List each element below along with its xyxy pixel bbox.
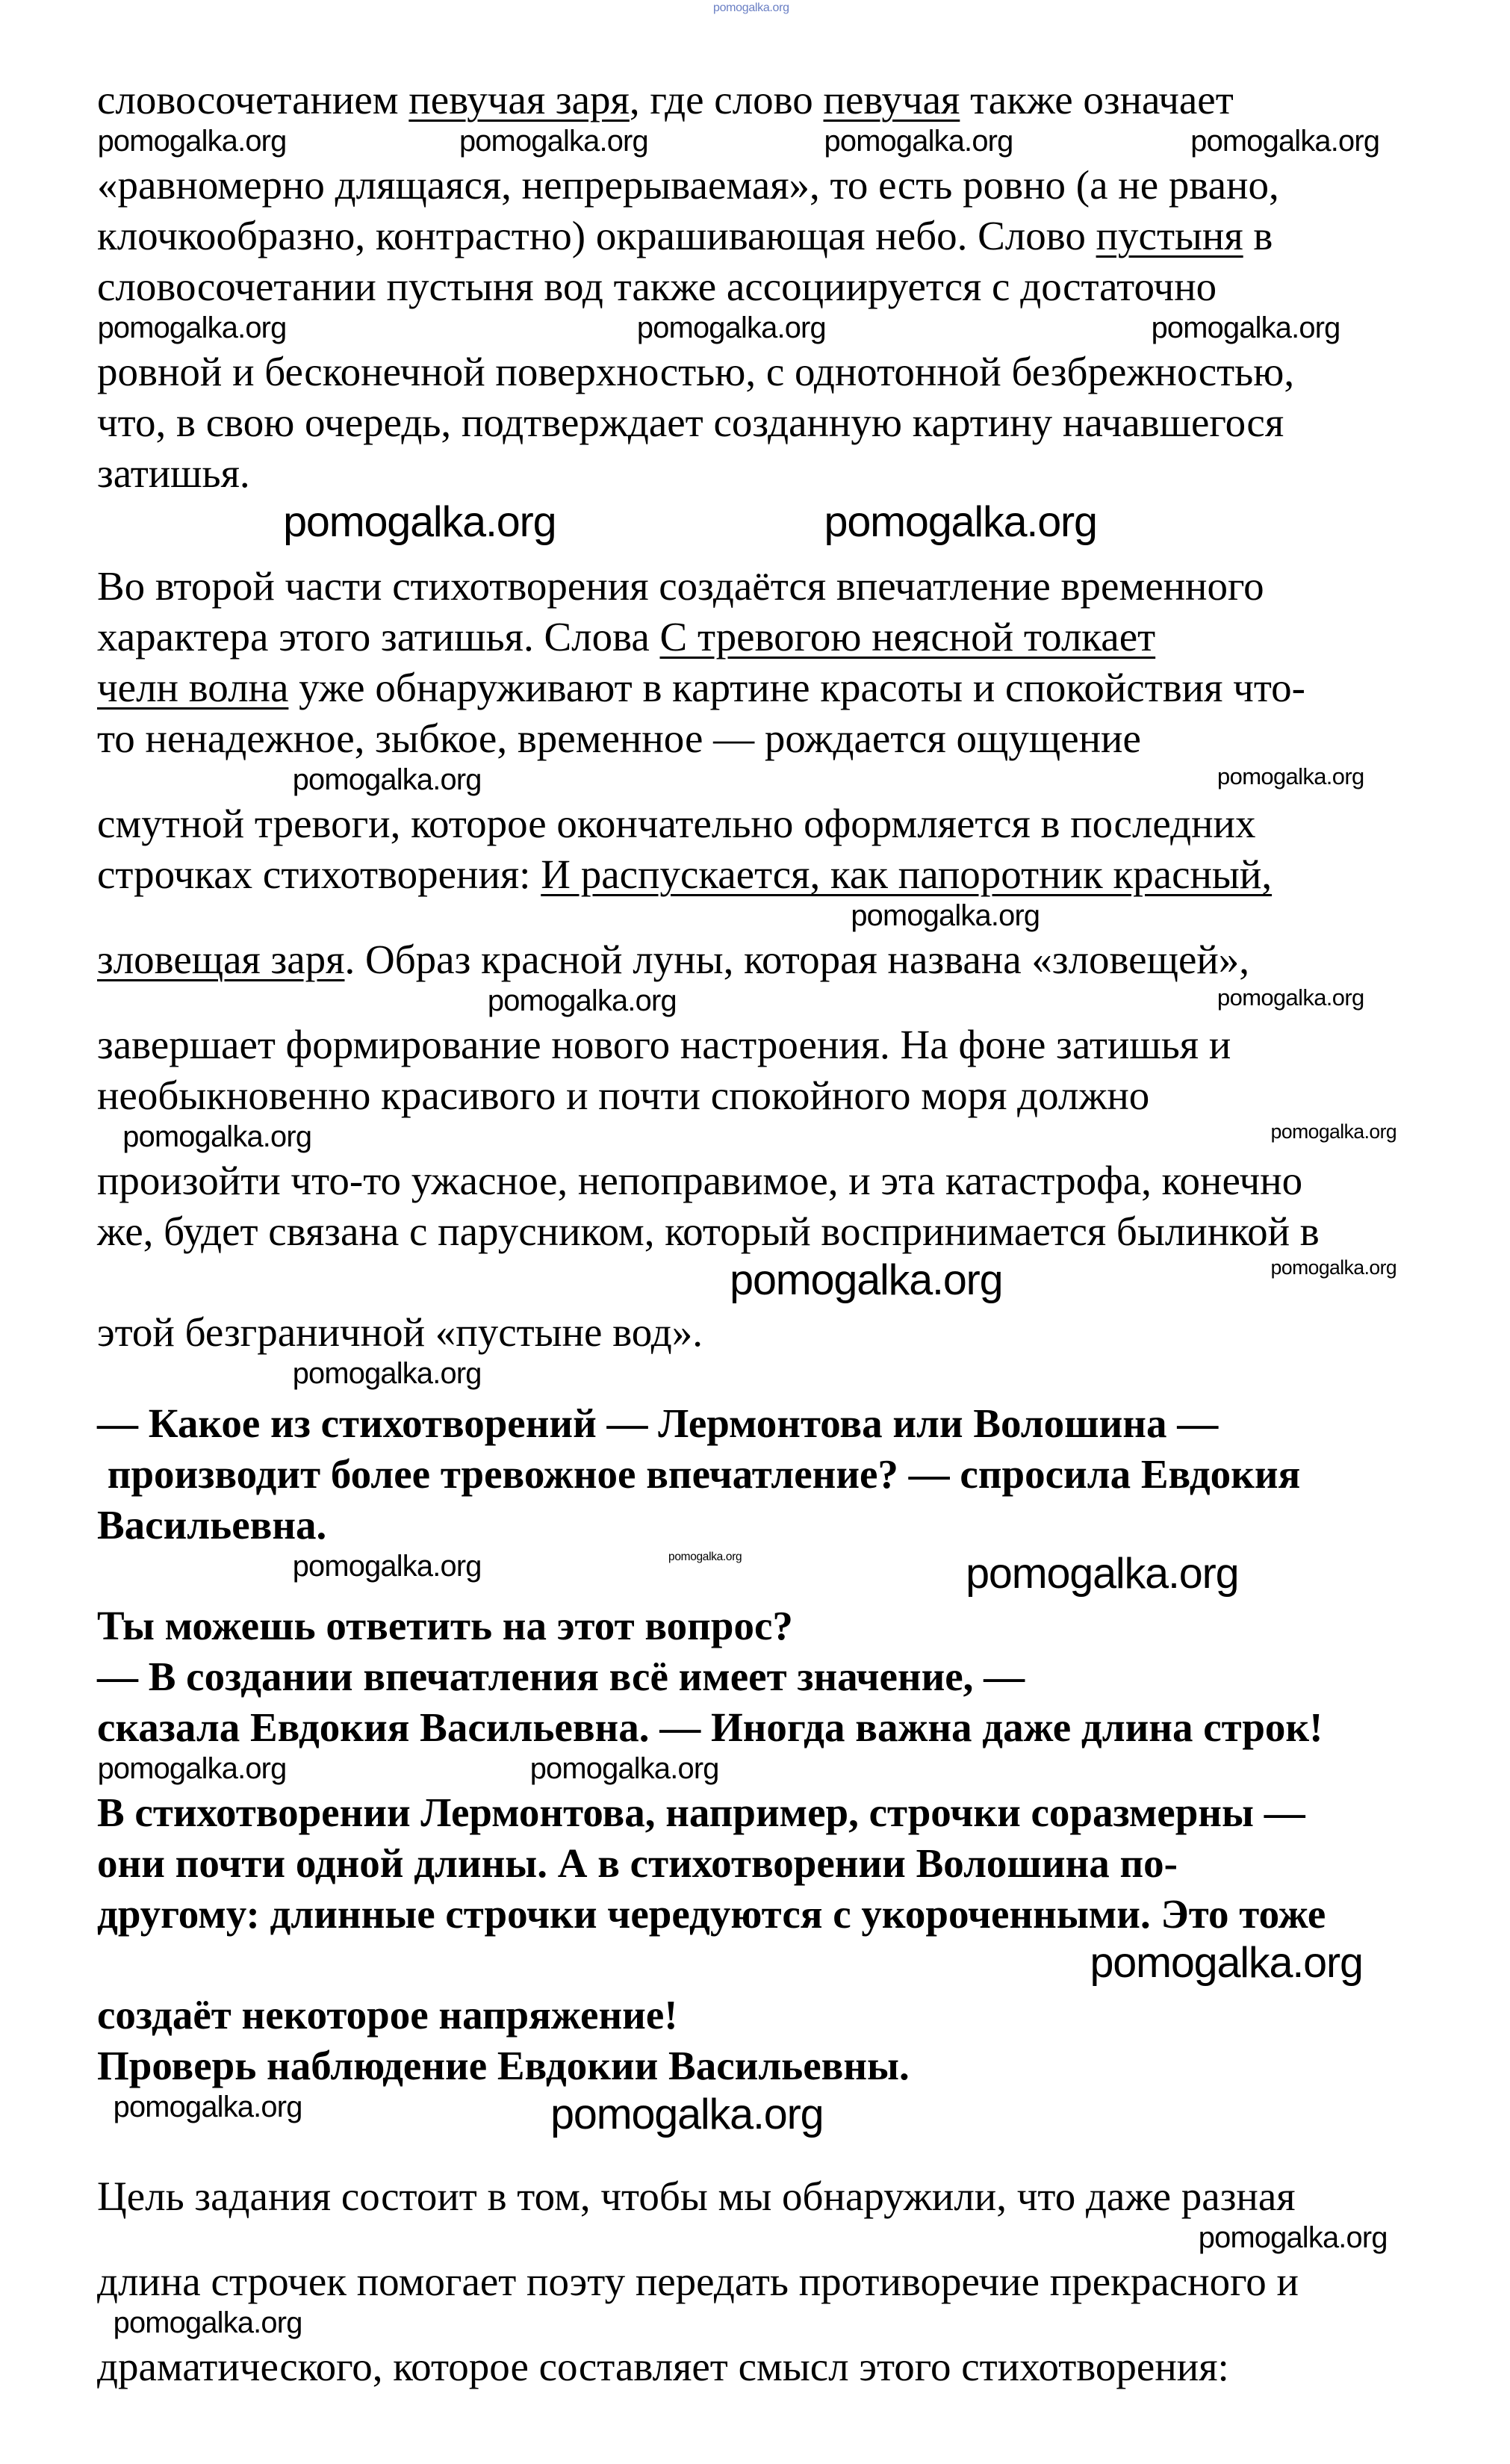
watermark-row [0,125,1510,160]
text-segment: Во второй части стихотворения создаётся впечатление временного [97,563,1264,609]
text-line [97,448,1441,499]
watermark: pomogalka.org [122,1120,312,1153]
text-line [97,2171,1441,2222]
underlined-quote: певучая [823,77,960,122]
watermark: pomogalka.org [97,125,287,158]
text-segment: словосочетанием [97,77,409,122]
text-segment: затишья. [97,450,250,496]
watermark: pomogalka.org [1270,1120,1397,1143]
watermark: pomogalka.org [292,1357,482,1390]
text-line [97,1206,1441,1257]
text-line [97,1449,1441,1500]
text-segment: В стихотворении Лермонтова, например, строчки соразмерны — [97,1790,1305,1835]
watermark-row [0,2091,1510,2141]
text-segment: производит более тревожное впечатление? — спросила Евдокия [97,1451,1301,1497]
text-line [97,713,1441,764]
text-line [97,2041,1441,2091]
text-segment: создаёт некоторое напряжение! [97,1992,678,2038]
text-line [97,1702,1441,1753]
watermark: pomogalka.org [113,2306,302,2339]
text-line [97,347,1441,397]
text-segment: — Какое из стихотворений — Лермонтова или Волошина — [97,1400,1219,1446]
watermark-row [0,499,1510,549]
underlined-quote: С тревогою неясной толкает [659,614,1156,660]
text-line [97,1651,1441,1702]
text-segment: сказала Евдокия Васильевна. — Иногда важна даже длина строк! [97,1704,1323,1750]
watermark: pomogalka.org [1198,2221,1388,2254]
text-segment: клочкообразно, контрастно) окрашивающая небо. Слово [97,213,1096,258]
text-segment: характера этого затишья. Слова [97,614,660,660]
paragraph-conclusion-continued [97,2256,1441,2307]
paragraph-1-continued [97,160,1441,312]
text-line [97,160,1441,211]
watermark: pomogalka.org [292,763,482,796]
watermark-row [0,764,1510,798]
watermark: pomogalka.org [1217,763,1364,789]
dialogue-block [97,1398,1441,1551]
paragraph-1 [97,75,1441,125]
text-segment: смутной тревоги, которое окончательно оформляется в последних [97,801,1256,846]
watermark-row [0,1121,1510,1155]
paragraph-1-continued [97,347,1441,499]
text-segment: длина строчек помогает поэту передать противоречие прекрасного и [97,2259,1299,2304]
dialogue-block-continued [97,1787,1441,1940]
watermark: pomogalka.org [283,498,556,546]
text-segment: , где слово [629,77,824,122]
watermark: pomogalka.org [1151,311,1340,344]
text-segment: Цель задания состоит в том, чтобы мы обнаружили, что даже разная [97,2173,1296,2219]
text-segment: они почти одной длины. А в стихотворении Волошина по- [97,1840,1178,1886]
text-segment: уже обнаруживают в картине красоты и спокойствия что- [288,665,1305,710]
text-line [97,1155,1441,1206]
watermark-row [0,1753,1510,1787]
watermark: pomogalka.org [459,125,648,158]
watermark: pomogalka.org [529,1752,719,1785]
underlined-quote: пустыня [1096,213,1243,258]
text-line [97,211,1441,261]
text-segment: Васильевна. [97,1502,327,1548]
text-line [97,2256,1441,2307]
text-line [97,1601,1441,1651]
watermark: pomogalka.org [851,899,1040,932]
text-segment: . Образ красной луны, которая названа «зловещей», [344,937,1250,982]
text-line [97,1307,1441,1358]
paragraph-2-continued [97,1307,1441,1358]
text-line [97,798,1441,849]
text-line [97,1070,1441,1121]
dialogue-block-continued [97,1601,1441,1753]
watermark-row [0,1551,1510,1601]
paragraph-2-continued [97,1020,1441,1121]
text-line [97,561,1441,612]
text-line [97,2342,1441,2392]
text-segment: ровной и бесконечной поверхностью, с однотонной безбрежностью, [97,349,1295,394]
watermark: pomogalka.org [97,311,287,344]
watermark: pomogalka.org [292,1550,482,1583]
watermark-row [0,1940,1510,1990]
paragraph-conclusion-continued [97,2342,1441,2392]
dialogue-block-continued [97,1990,1441,2091]
paragraph-2-continued [97,934,1441,985]
text-segment: произойти что-то ужасное, непоправимое, и эта катастрофа, конечно [97,1158,1303,1203]
text-line [97,261,1441,312]
text-segment: словосочетании пустыня вод также ассоциируется с достаточно [97,264,1217,309]
watermark: pomogalka.org [1190,125,1380,158]
watermark-row [0,312,1510,347]
text-segment: другому: длинные строчки чередуются с укороченными. Это тоже [97,1891,1326,1937]
text-segment: — В создании впечатления всё имеет значение, — [97,1654,1025,1699]
watermark-row [0,900,1510,934]
text-segment: также означает [960,77,1234,122]
watermark: pomogalka.org [1217,984,1364,1011]
text-segment: то ненадежное, зыбкое, временное — рождается ощущение [97,716,1141,761]
watermark: pomogalka.org [824,125,1013,158]
watermark-row [0,2222,1510,2256]
text-line [97,849,1441,900]
text-line [97,934,1441,985]
text-segment: строчках стихотворения: [97,851,541,897]
paragraph-2-continued [97,1155,1441,1257]
header-watermark: pomogalka.org [713,1,789,14]
text-line [97,75,1441,125]
text-segment: «равномерно длящаяся, непрерываемая», то есть ровно (а не рвано, [97,162,1279,208]
text-line [97,1020,1441,1070]
text-segment: Проверь наблюдение Евдокии Васильевны. [97,2043,910,2088]
paragraph-conclusion [97,2171,1441,2222]
watermark: pomogalka.org [487,984,677,1017]
underlined-quote: певучая заря [408,77,630,122]
watermark: pomogalka.org [730,1256,1003,1304]
paragraph-2-continued [97,798,1441,900]
document-body [0,75,1510,2392]
text-segment: в [1243,213,1273,258]
underlined-quote: зловещая заря [97,937,345,982]
watermark: pomogalka.org [97,1752,287,1785]
text-segment: же, будет связана с парусником, который воспринимается былинкой в [97,1208,1320,1254]
text-line [97,1990,1441,2041]
text-line [97,1838,1441,1889]
underlined-quote: челн волна [97,665,289,710]
text-segment: Ты можешь ответить на этот вопрос? [97,1603,793,1648]
watermark: pomogalka.org [1270,1256,1397,1279]
text-line [97,1500,1441,1551]
text-segment: драматического, которое составляет смысл этого стихотворения: [97,2344,1229,2389]
watermark-row [0,985,1510,1020]
watermark: pomogalka.org [550,2091,824,2138]
paragraph-2 [97,561,1441,764]
text-segment: завершает формирование нового настроения. На фоне затишья и [97,1022,1231,1067]
watermark: pomogalka.org [636,311,826,344]
text-line [97,612,1441,662]
watermark: pomogalka.org [113,2091,302,2123]
text-segment: этой безграничной «пустыне вод». [97,1309,703,1355]
text-line [97,1787,1441,1838]
underlined-quote: И распускается, как папоротник красный, [541,851,1273,897]
watermark: pomogalka.org [824,498,1097,546]
watermark: pomogalka.org [1090,1939,1363,1987]
text-segment: что, в свою очередь, подтверждает созданную картину начавшегося [97,400,1284,445]
text-segment: необыкновенно красивого и почти спокойного моря должно [97,1073,1150,1118]
text-line [97,1889,1441,1940]
watermark-row [0,2307,1510,2342]
watermark: pomogalka.org [668,1551,742,1563]
text-line [97,397,1441,448]
watermark: pomogalka.org [966,1550,1239,1598]
text-line [97,662,1441,713]
watermark-row [0,1358,1510,1392]
text-line [97,1398,1441,1449]
watermark-row [0,1257,1510,1307]
